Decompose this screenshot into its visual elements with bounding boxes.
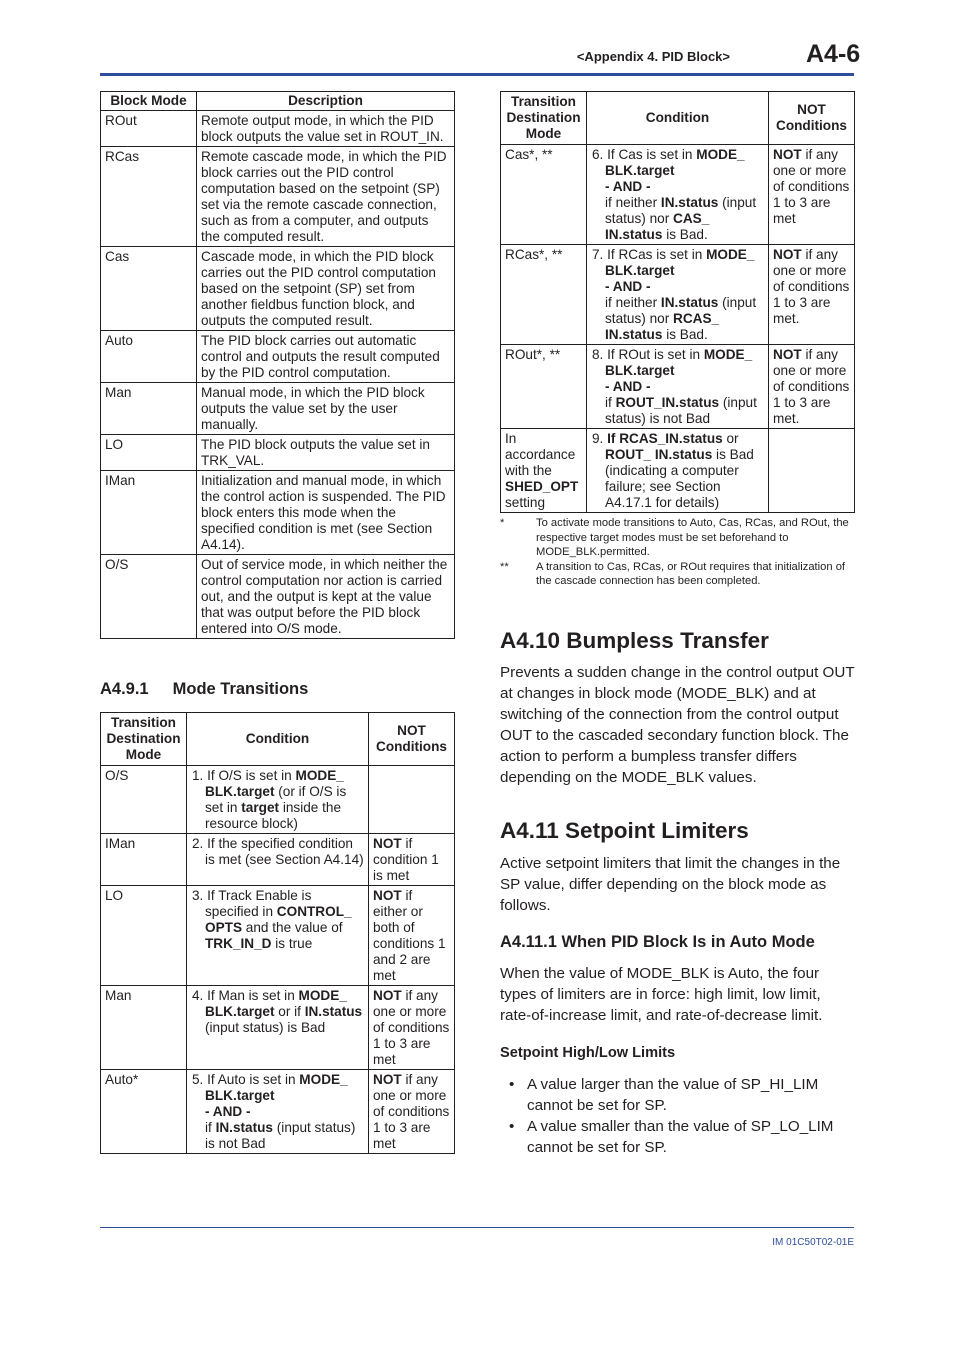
not-condition-cell: NOT if any one or more of conditions 1 to 3 are met.	[769, 245, 855, 345]
table-header-row	[101, 713, 455, 766]
col-header-destination: Transition Destination Mode	[501, 92, 587, 145]
table-header-row	[101, 92, 455, 111]
condition-cell: 5. If Auto is set in MODE_ BLK.target - AND - if IN.status (input status) is not Bad	[187, 1070, 369, 1154]
table-row	[101, 111, 455, 147]
description-cell: Remote output mode, in which the PID block outputs the value set in ROUT_IN.	[197, 111, 455, 147]
condition-cell: 7. If RCas is set in MODE_ BLK.target - AND - if neither IN.status (input status) nor RCAS_ IN.status is Bad.	[587, 245, 769, 345]
table-row	[501, 145, 855, 245]
table-row	[101, 147, 455, 247]
section-heading-a4-9-1	[100, 680, 308, 699]
condition-cell: 9. If RCAS_IN.status or ROUT_ IN.status is Bad (indicating a computer failure; see Section A4.17.1 for details)	[587, 429, 769, 513]
mode-cell: LO	[101, 435, 197, 471]
bumpless-transfer-paragraph: Prevents a sudden change in the control output OUT at changes in block mode (MODE_BLK) and at switching of the connection from the control output OUT to the cascaded secondary function block. The action to perform a bumpless transfer differs depending on the MODE_BLK values.	[500, 664, 855, 786]
table-row	[101, 986, 455, 1070]
mode-cell: Cas	[101, 247, 197, 331]
auto-mode-paragraph: When the value of MODE_BLK is Auto, the four types of limiters are in force: high limit, low limit, rate-of-increase limit, and rate-of-decrease limit.	[500, 965, 823, 1024]
mode-cell: Man	[101, 383, 197, 435]
col-header-destination: Transition Destination Mode	[101, 713, 187, 766]
footnote-mark: **	[500, 560, 509, 573]
table-row	[101, 435, 455, 471]
destination-cell: O/S	[101, 766, 187, 834]
table-row	[101, 247, 455, 331]
destination-cell: Auto*	[101, 1070, 187, 1154]
table-row	[101, 555, 455, 639]
table-row	[101, 383, 455, 435]
condition-cell: 3. If Track Enable is specified in CONTROL_ OPTS and the value of TRK_IN_D is true	[187, 886, 369, 986]
bullet-icon: •	[509, 1076, 515, 1093]
col-header-not-conditions: NOT Conditions	[769, 92, 855, 145]
table-row	[101, 834, 455, 886]
description-cell: Cascade mode, in which the PID block carries out the PID control computation based on the setpoint (SP) set from another fieldbus function block, and outputs the computed result.	[197, 247, 455, 331]
condition-cell: 6. If Cas is set in MODE_ BLK.target - AND - if neither IN.status (input status) nor CAS_ IN.status is Bad.	[587, 145, 769, 245]
header-rule	[100, 73, 854, 76]
table-row	[501, 345, 855, 429]
table-row	[101, 766, 455, 834]
table-row	[501, 245, 855, 345]
footer-rule	[100, 1227, 854, 1228]
not-condition-cell: NOT if any one or more of conditions 1 to 3 are met.	[769, 345, 855, 429]
table-row	[101, 1070, 455, 1154]
description-cell: Out of service mode, in which neither the control computation nor action is carried out, and the output is kept at the value that was output before the PID block entered into O/S mode.	[197, 555, 455, 639]
col-header-condition: Condition	[187, 713, 369, 766]
list-item: • A value smaller than the value of SP_LO_LIM cannot be set for SP.	[509, 1118, 834, 1156]
section-heading-a4-10: A4.10 Bumpless Transfer	[500, 628, 769, 653]
condition-cell: 2. If the specified condition is met (see Section A4.14)	[187, 834, 369, 886]
section-number: A4.9.1	[100, 680, 149, 698]
condition-cell: 4. If Man is set in MODE_ BLK.target or if IN.status (input status) is Bad	[187, 986, 369, 1070]
mode-cell: RCas	[101, 147, 197, 247]
section-heading-a4-11: A4.11 Setpoint Limiters	[500, 818, 749, 843]
not-condition-cell: NOT if any one or more of conditions 1 to 3 are met	[769, 145, 855, 245]
table-footnotes	[500, 516, 855, 589]
mode-transition-table	[100, 712, 455, 1154]
not-condition-cell: NOT if any one or more of conditions 1 to 3 are met	[369, 1070, 455, 1154]
destination-cell: Cas*, **	[501, 145, 587, 245]
footnote-text: To activate mode transitions to Auto, Cas, RCas, and ROut, the respective target modes must be set beforehand to MODE_BLK.permitted.	[536, 517, 849, 559]
description-cell: Initialization and manual mode, in which the control action is suspended. The PID block enters this mode when the specified condition is met (see Section A4.14).	[197, 471, 455, 555]
destination-cell: ROut*, **	[501, 345, 587, 429]
condition-cell: 8. If ROut is set in MODE_ BLK.target - AND - if ROUT_IN.status (input status) is not Bad	[587, 345, 769, 429]
destination-cell: LO	[101, 886, 187, 986]
not-condition-cell	[369, 766, 455, 834]
description-cell: Manual mode, in which the PID block outputs the value set by the user manually.	[197, 383, 455, 435]
footnote	[500, 516, 855, 560]
description-cell: The PID block outputs the value set in TRK_VAL.	[197, 435, 455, 471]
not-condition-cell: NOT if any one or more of conditions 1 to 3 are met	[369, 986, 455, 1070]
mode-cell: Auto	[101, 331, 197, 383]
not-condition-cell	[769, 429, 855, 513]
table-row	[501, 429, 855, 513]
destination-cell: Man	[101, 986, 187, 1070]
footnote-text: A transition to Cas, RCas, or ROut requires that initialization of the cascade connection has been completed.	[536, 560, 846, 588]
page-number: A4-6	[806, 40, 861, 68]
section-title: Mode Transitions	[172, 680, 309, 698]
footnote	[500, 560, 855, 589]
not-condition-cell: NOT if condition 1 is met	[369, 834, 455, 886]
mode-cell: O/S	[101, 555, 197, 639]
block-mode-table	[100, 91, 455, 639]
list-item: • A value larger than the value of SP_HI_LIM cannot be set for SP.	[509, 1076, 819, 1114]
table-row	[101, 331, 455, 383]
setpoint-limits-list	[500, 1074, 856, 1158]
col-header-condition: Condition	[587, 92, 769, 145]
mode-cell: IMan	[101, 471, 197, 555]
mode-cell: ROut	[101, 111, 197, 147]
setpoint-limits-heading: Setpoint High/Low Limits	[500, 1045, 676, 1061]
header-section-title: <Appendix 4. PID Block>	[576, 49, 730, 64]
description-cell: Remote cascade mode, in which the PID block carries out the PID control computation based on the setpoint (SP) set via the remote cascade connection, such as from a computer, and outputs the computed result.	[197, 147, 455, 247]
table-row	[101, 471, 455, 555]
table-row	[101, 886, 455, 986]
section-heading-a4-11-1: A4.11.1 When PID Block Is in Auto Mode	[500, 933, 815, 951]
destination-cell: RCas*, **	[501, 245, 587, 345]
destination-cell: IMan	[101, 834, 187, 886]
description-cell: The PID block carries out automatic control and outputs the result computed by the PID control computation.	[197, 331, 455, 383]
col-header-description: Description	[197, 92, 455, 111]
condition-cell: 1. If O/S is set in MODE_ BLK.target (or if O/S is set in target inside the resource block)	[187, 766, 369, 834]
footnote-mark: *	[500, 517, 505, 529]
document-id: IM 01C50T02-01E	[772, 1237, 854, 1248]
not-condition-cell: NOT if either or both of conditions 1 and 2 are met	[369, 886, 455, 986]
col-header-block-mode: Block Mode	[101, 92, 197, 111]
setpoint-limiters-paragraph: Active setpoint limiters that limit the changes in the SP value, differ depending on the block mode as follows.	[500, 855, 841, 914]
destination-cell: In accordance with the SHED_OPT setting	[501, 429, 587, 513]
col-header-not-conditions: NOT Conditions	[369, 713, 455, 766]
table-header-row	[501, 92, 855, 145]
bullet-icon: •	[509, 1118, 515, 1135]
mode-transition-table-continued	[500, 91, 855, 513]
